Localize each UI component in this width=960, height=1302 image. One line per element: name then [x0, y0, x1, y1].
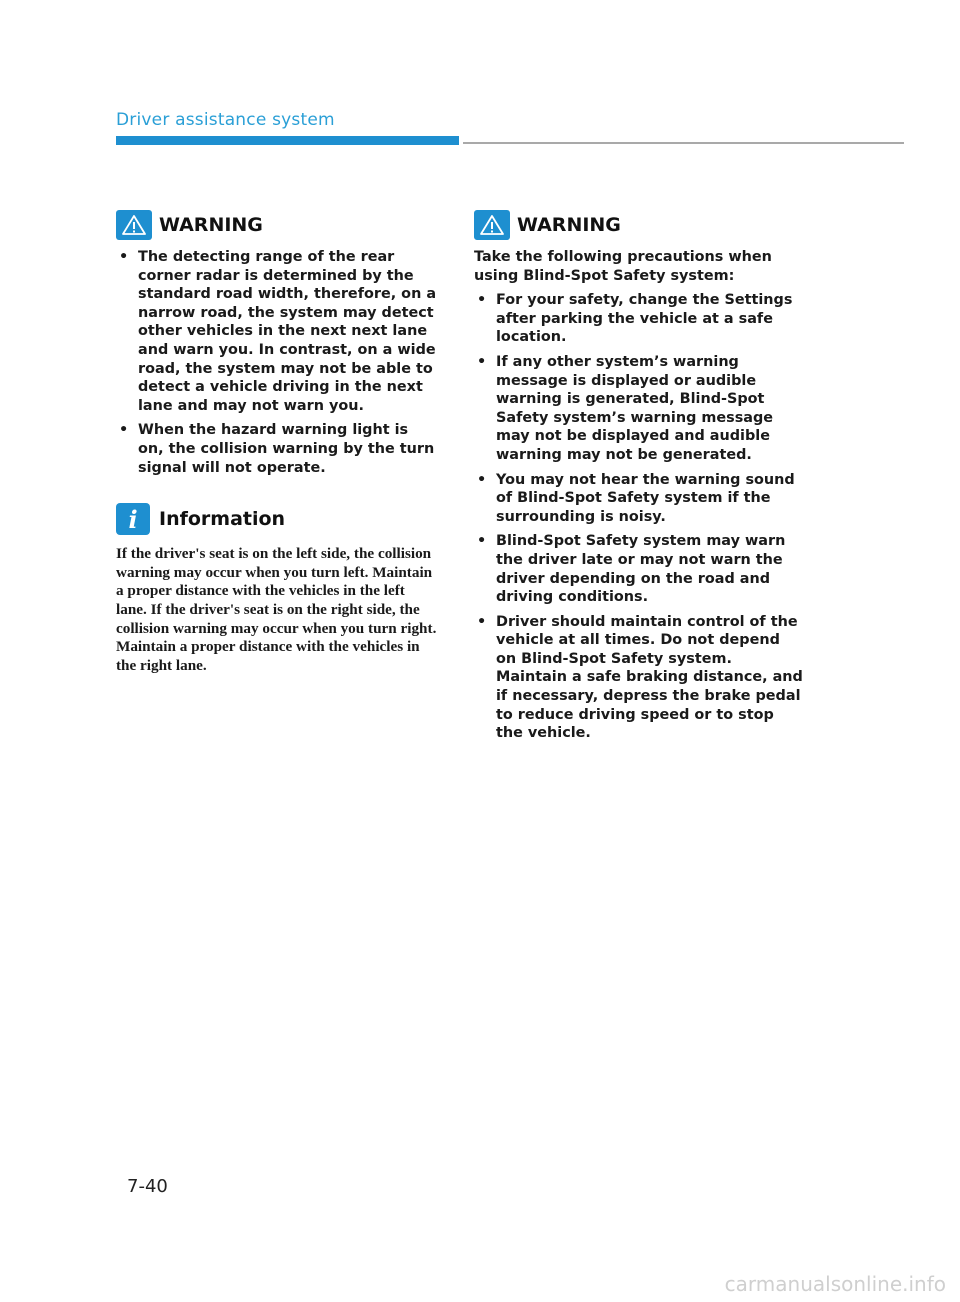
- list-item: • When the hazard warning light is on, the collision warning by the turn signal will not operate.: [119, 422, 435, 476]
- header-rule: [463, 142, 904, 144]
- warning-list-right: [474, 291, 804, 743]
- page-number: 7-40: [127, 1176, 168, 1197]
- warning-intro: Take the following precautions when using Blind-Spot Safety system:: [474, 249, 772, 284]
- information-heading: [116, 503, 438, 535]
- warning-title: WARNING: [159, 214, 263, 236]
- section-title: Driver assistance system: [116, 110, 335, 130]
- header-accent-bar: [116, 136, 459, 145]
- information-body: If the driver's seat is on the left side, the collision warning may occur when you turn left. Maintain a proper distance with the vehicles in the left lane. If the driver's seat is on the right side, the collision warning may occur when you turn right. Maintain a proper distance with the vehicles in the right lane.: [116, 545, 437, 674]
- list-item: • If any other system’s warning message is displayed or audible warning is generated, Blind-Spot Safety system’s warning message may not be displayed and audible warning may not be generated.: [477, 353, 774, 463]
- list-item: • The detecting range of the rear corner radar is determined by the standard road width, therefore, on a narrow road, the system may detect other vehicles in the next next lane and warn you. In contrast, on a wide road, the system may not be able to detect a vehicle driving in the next lane and may not warn you.: [119, 249, 437, 414]
- list-item: • Blind-Spot Safety system may warn the driver late or may not warn the driver depending on the road and driving conditions.: [477, 533, 786, 606]
- right-column: [474, 210, 804, 749]
- information-title: Information: [159, 508, 286, 531]
- watermark: carmanualsonline.info: [724, 1272, 946, 1296]
- info-icon: i: [116, 503, 150, 535]
- warning-triangle-icon: [116, 210, 152, 240]
- list-item: • You may not hear the warning sound of Blind-Spot Safety system if the surrounding is noisy.: [477, 471, 795, 525]
- warning-list-left: [116, 248, 438, 477]
- left-column: [116, 210, 438, 675]
- warning-heading-left: [116, 210, 438, 240]
- warning-heading-right: [474, 210, 804, 240]
- list-item: • Driver should maintain control of the vehicle at all times. Do not depend on Blind-Spot Safety system. Maintain a safe braking distance, and if necessary, depress the brake pedal to reduce driving speed or to stop the vehicle.: [477, 613, 803, 742]
- warning-title: WARNING: [517, 214, 621, 236]
- list-item: • For your safety, change the Settings after parking the vehicle at a safe location.: [477, 292, 793, 346]
- warning-triangle-icon: [474, 210, 510, 240]
